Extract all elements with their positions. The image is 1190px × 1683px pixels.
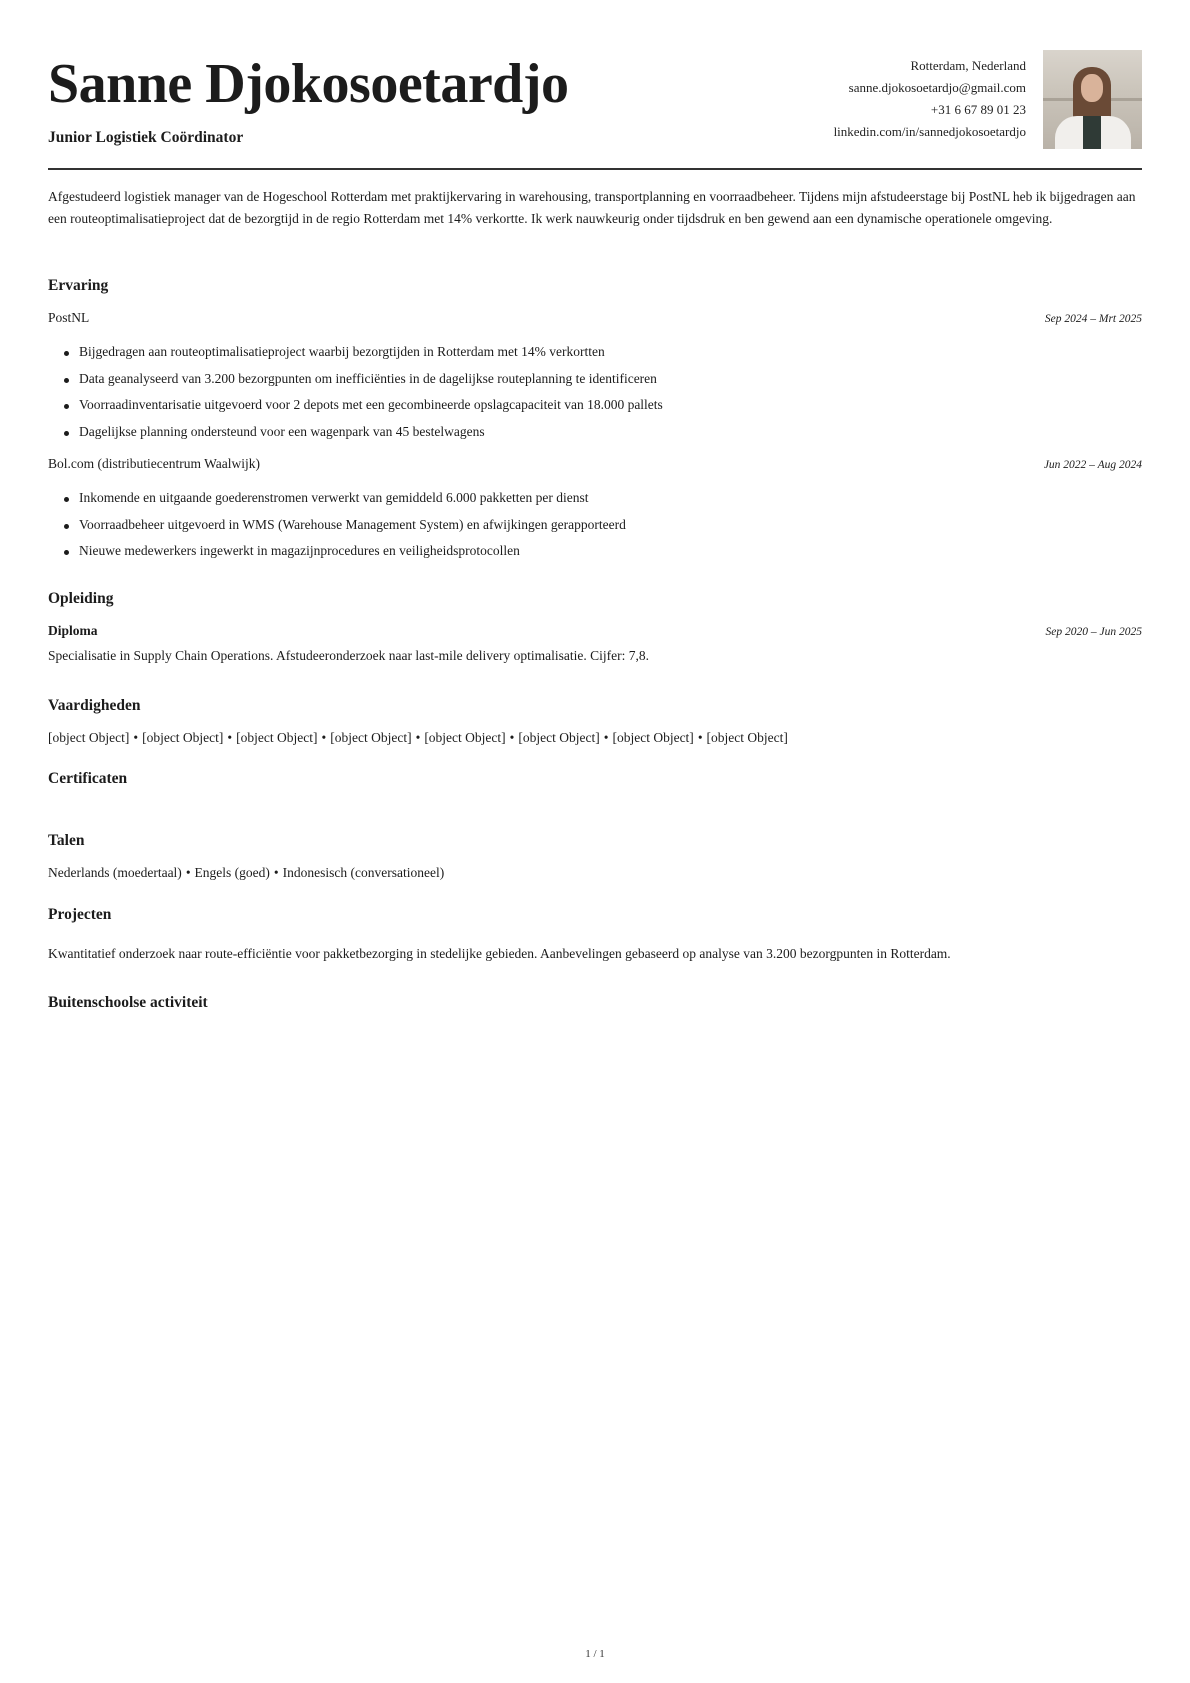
skill-item: [object Object] — [612, 730, 694, 745]
education-dates: Sep 2020 – Jun 2025 — [1045, 626, 1142, 638]
skill-item: [object Object] — [706, 730, 788, 745]
skill-separator: • — [603, 730, 609, 745]
job-title: Junior Logistiek Coördinator — [48, 129, 244, 146]
section-title-experience: Ervaring — [48, 277, 109, 294]
language-item: Nederlands (moedertaal) — [48, 865, 182, 880]
experience-bullets — [64, 339, 1142, 445]
languages-list — [48, 865, 1142, 881]
project-description: Kwantitatief onderzoek naar route-efficiëntie voor pakketbezorging in stedelijke gebieden. Aanbevelingen gebaseerd op analyse van 3.200 bezorgpunten in Rotterdam. — [48, 946, 951, 961]
experience-bullet: Bijgedragen aan routeoptimalisatieproject waarbij bezorgtijden in Rotterdam met 14% verkortten — [64, 339, 1142, 366]
contact-email[interactable]: sanne.djokosoetardjo@gmail.com — [848, 80, 1026, 95]
photo-shirt-shape — [1083, 116, 1101, 149]
skill-item: [object Object] — [48, 730, 130, 745]
contact-linkedin[interactable]: linkedin.com/in/sannedjokosoetardjo — [833, 124, 1026, 139]
skill-separator: • — [415, 730, 421, 745]
experience-dates: Jun 2022 – Aug 2024 — [1043, 459, 1142, 471]
skill-item: [object Object] — [142, 730, 224, 745]
education-degree: Diploma — [48, 623, 98, 638]
skill-item: [object Object] — [424, 730, 506, 745]
language-item: Indonesisch (conversationeel) — [282, 865, 445, 880]
education-description: Specialisatie in Supply Chain Operations. Afstudeeronderzoek naar last-mile delivery optimalisatie. Cijfer: 7,8. — [48, 648, 649, 663]
section-title-skills: Vaardigheden — [48, 697, 141, 714]
education-entry-header — [48, 623, 1142, 639]
skill-separator: • — [227, 730, 233, 745]
experience-organization: PostNL — [48, 310, 90, 325]
contact-location: Rotterdam, Nederland — [910, 58, 1026, 73]
language-item: Engels (goed) — [194, 865, 270, 880]
page-indicator: 1 / 1 — [585, 1648, 605, 1660]
section-title-education: Opleiding — [48, 590, 114, 607]
skills-list — [48, 730, 1142, 746]
experience-bullet: Nieuwe medewerkers ingewerkt in magazijnprocedures en veiligheidsprotocollen — [64, 538, 1142, 565]
skill-separator: • — [697, 730, 703, 745]
resume-header — [48, 0, 1142, 169]
skill-separator: • — [509, 730, 515, 745]
section-title-languages: Talen — [48, 832, 85, 849]
experience-bullet: Voorraadbeheer uitgevoerd in WMS (Warehouse Management System) en afwijkingen gerapporteerd — [64, 512, 1142, 539]
experience-bullet: Data geanalyseerd van 3.200 bezorgpunten om inefficiënties in de dagelijkse routeplanning te identificeren — [64, 366, 1142, 393]
section-title-projects: Projecten — [48, 906, 112, 923]
header-divider — [48, 168, 1142, 170]
contact-block — [834, 55, 1026, 143]
contact-phone[interactable]: +31 6 67 89 01 23 — [930, 102, 1026, 117]
photo-face-shape — [1081, 74, 1103, 102]
section-title-certificates: Certificaten — [48, 770, 128, 787]
candidate-name: Sanne Djokosoetardjo — [48, 53, 569, 115]
language-separator: • — [185, 865, 191, 880]
section-title-extracurricular: Buitenschoolse activiteit — [48, 994, 208, 1011]
experience-entry-header — [48, 456, 1142, 472]
skill-separator: • — [133, 730, 139, 745]
skill-item: [object Object] — [330, 730, 412, 745]
skill-separator: • — [321, 730, 327, 745]
language-separator: • — [273, 865, 279, 880]
experience-bullet: Voorraadinventarisatie uitgevoerd voor 2 depots met een gecombineerde opslagcapaciteit van 18.000 pallets — [64, 392, 1142, 419]
skill-item: [object Object] — [518, 730, 600, 745]
experience-entry-header — [48, 310, 1142, 326]
experience-bullet: Inkomende en uitgaande goederenstromen verwerkt van gemiddeld 6.000 pakketten per dienst — [64, 485, 1142, 512]
experience-dates: Sep 2024 – Mrt 2025 — [1044, 313, 1142, 325]
profile-photo — [1043, 50, 1142, 149]
experience-bullets — [64, 485, 1142, 565]
profile-summary: Afgestudeerd logistiek manager van de Hogeschool Rotterdam met praktijkervaring in warehousing, transportplanning en voorraadbeheer. Tijdens mijn afstudeerstage bij PostNL heb ik bijgedragen aan een routeoptimalisatieproject dat de bezorgtijd in de regio Rotterdam met 14% verkortte. Ik werk nauwkeurig onder tijdsdruk en ben gewend aan een dynamische operationele omgeving. — [48, 189, 1136, 226]
experience-organization: Bol.com (distributiecentrum Waalwijk) — [48, 456, 260, 471]
experience-bullet: Dagelijkse planning ondersteund voor een wagenpark van 45 bestelwagens — [64, 419, 1142, 446]
skill-item: [object Object] — [236, 730, 318, 745]
